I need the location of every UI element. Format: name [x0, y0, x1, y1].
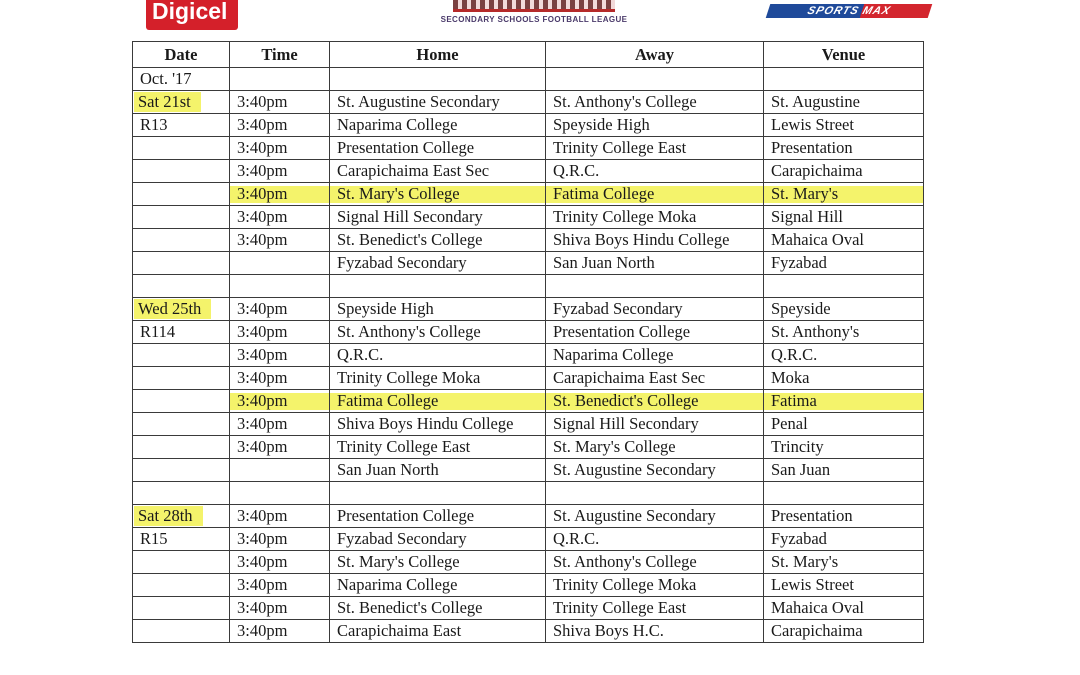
match-time-text: 3:40pm — [237, 391, 288, 410]
home-team — [330, 528, 546, 551]
venue — [764, 367, 924, 390]
match-time — [230, 413, 330, 436]
venue-text: Fyzabad — [771, 253, 827, 272]
fixture-row — [133, 160, 924, 183]
match-time-text: 3:40pm — [237, 506, 288, 525]
venue-text: Presentation — [771, 138, 853, 157]
empty-cell — [133, 206, 230, 229]
match-time — [230, 206, 330, 229]
away-team — [546, 206, 764, 229]
round-date-text: Wed 25th — [134, 299, 211, 319]
away-team-text: Trinity College East — [553, 598, 687, 617]
round-date — [133, 505, 230, 528]
home-team-text: Naparima College — [337, 575, 458, 594]
empty-cell — [133, 620, 230, 643]
league-logo — [425, 0, 643, 26]
match-time-text: 3:40pm — [237, 345, 288, 364]
match-time-text: 3:40pm — [237, 621, 288, 640]
match-time-text: 3:40pm — [237, 184, 288, 203]
home-team — [330, 505, 546, 528]
venue-text: Q.R.C. — [771, 345, 818, 364]
match-time — [230, 114, 330, 137]
away-team — [546, 160, 764, 183]
venue — [764, 206, 924, 229]
home-team-text: San Juan North — [337, 460, 439, 479]
fixture-table-body — [133, 68, 924, 643]
empty-cell — [133, 413, 230, 436]
home-team — [330, 551, 546, 574]
empty-cell — [546, 68, 764, 91]
fixture-row — [133, 620, 924, 643]
home-team — [330, 252, 546, 275]
empty-cell — [133, 597, 230, 620]
empty-cell — [133, 160, 230, 183]
away-team — [546, 436, 764, 459]
round-number-text: R114 — [140, 322, 176, 341]
round-separator-row — [133, 482, 924, 505]
home-team-text: Fatima College — [337, 391, 439, 410]
match-time-text: 3:40pm — [237, 414, 288, 433]
empty-cell — [764, 68, 924, 91]
venue — [764, 620, 924, 643]
empty-cell — [330, 275, 546, 298]
match-time-text: 3:40pm — [237, 138, 288, 157]
home-team — [330, 229, 546, 252]
match-time — [230, 390, 330, 413]
match-time — [230, 252, 330, 275]
away-team — [546, 91, 764, 114]
home-team-text: St. Anthony's College — [337, 322, 481, 341]
home-team-text: Fyzabad Secondary — [337, 253, 467, 272]
home-team-text: Fyzabad Secondary — [337, 529, 467, 548]
venue — [764, 413, 924, 436]
away-team — [546, 137, 764, 160]
away-team-text: Fatima College — [553, 184, 655, 203]
empty-cell — [764, 275, 924, 298]
home-team-text: Signal Hill Secondary — [337, 207, 483, 226]
away-team — [546, 229, 764, 252]
venue — [764, 551, 924, 574]
round-number-text: R15 — [140, 529, 168, 548]
empty-cell — [133, 367, 230, 390]
home-team-text: St. Benedict's College — [337, 598, 483, 617]
away-team-text: St. Anthony's College — [553, 552, 697, 571]
home-team — [330, 298, 546, 321]
home-team — [330, 344, 546, 367]
home-team — [330, 137, 546, 160]
fixture-row — [133, 551, 924, 574]
fixture-row — [133, 206, 924, 229]
month-row — [133, 68, 924, 91]
match-time-text: 3:40pm — [237, 115, 288, 134]
league-logo-text: SECONDARY SCHOOLS FOOTBALL LEAGUE — [440, 15, 628, 24]
empty-cell — [546, 275, 764, 298]
venue — [764, 160, 924, 183]
column-header-time: Time — [230, 42, 330, 68]
venue-text: Fatima — [771, 391, 817, 410]
away-team-text: Presentation College — [553, 322, 691, 341]
match-time — [230, 183, 330, 206]
round-number — [133, 114, 230, 137]
fixture-row — [133, 436, 924, 459]
venue-text: St. Mary's — [771, 552, 839, 571]
match-time — [230, 436, 330, 459]
away-team — [546, 505, 764, 528]
away-team — [546, 597, 764, 620]
home-team-text: Q.R.C. — [337, 345, 384, 364]
away-team — [546, 574, 764, 597]
venue-text: Carapichaima — [771, 621, 863, 640]
venue-text: Mahaica Oval — [771, 598, 864, 617]
home-team-text: St. Benedict's College — [337, 230, 483, 249]
empty-cell — [546, 482, 764, 505]
table-header-row — [133, 42, 924, 68]
venue-text: Lewis Street — [771, 575, 854, 594]
venue-text: Carapichaima — [771, 161, 863, 180]
away-team-text: Carapichaima East Sec — [553, 368, 706, 387]
fixture-row — [133, 114, 924, 137]
away-team-text: St. Anthony's College — [553, 92, 697, 111]
home-team — [330, 390, 546, 413]
away-team — [546, 413, 764, 436]
column-header-venue: Venue — [764, 42, 924, 68]
home-team-text: Shiva Boys Hindu College — [337, 414, 514, 433]
empty-cell — [133, 275, 230, 298]
home-team-text: St. Mary's College — [337, 552, 460, 571]
away-team-text: Naparima College — [553, 345, 674, 364]
fixture-row — [133, 459, 924, 482]
venue — [764, 183, 924, 206]
away-team-text: San Juan North — [553, 253, 655, 272]
match-time — [230, 160, 330, 183]
empty-cell — [133, 574, 230, 597]
home-team — [330, 367, 546, 390]
fixture-row — [133, 229, 924, 252]
home-team-text: Trinity College East — [337, 437, 471, 456]
match-time-text: 3:40pm — [237, 575, 288, 594]
empty-cell — [230, 482, 330, 505]
home-team — [330, 574, 546, 597]
home-team — [330, 459, 546, 482]
away-team-text: Q.R.C. — [553, 529, 600, 548]
venue-text: St. Augustine — [771, 92, 860, 111]
match-time-text: 3:40pm — [237, 161, 288, 180]
venue — [764, 298, 924, 321]
venue-text: St. Anthony's — [771, 322, 860, 341]
away-team — [546, 252, 764, 275]
match-time-text: 3:40pm — [237, 230, 288, 249]
fixture-row — [133, 574, 924, 597]
venue — [764, 252, 924, 275]
month-label: Oct. '17 — [133, 68, 230, 91]
away-team-text: Fyzabad Secondary — [553, 299, 683, 318]
match-time-text: 3:40pm — [237, 322, 288, 341]
home-team — [330, 91, 546, 114]
venue-text: Mahaica Oval — [771, 230, 864, 249]
match-time — [230, 551, 330, 574]
match-time-text: 3:40pm — [237, 437, 288, 456]
venue-text: San Juan — [771, 460, 831, 479]
fixture-row — [133, 390, 924, 413]
away-team — [546, 114, 764, 137]
venue-text: Lewis Street — [771, 115, 854, 134]
venue — [764, 390, 924, 413]
fixture-row — [133, 183, 924, 206]
home-team-text: Carapichaima East — [337, 621, 462, 640]
match-time — [230, 459, 330, 482]
home-team — [330, 183, 546, 206]
away-team — [546, 321, 764, 344]
away-team-text: Shiva Boys Hindu College — [553, 230, 730, 249]
empty-cell — [133, 551, 230, 574]
home-team-text: Speyside High — [337, 299, 434, 318]
venue — [764, 321, 924, 344]
fixture-row — [133, 344, 924, 367]
empty-cell — [133, 436, 230, 459]
home-team-text: Presentation College — [337, 138, 475, 157]
away-team-text: St. Benedict's College — [553, 391, 699, 410]
match-time-text: 3:40pm — [237, 299, 288, 318]
match-time — [230, 597, 330, 620]
home-team — [330, 114, 546, 137]
match-time — [230, 298, 330, 321]
venue — [764, 528, 924, 551]
home-team-text: St. Mary's College — [337, 184, 460, 203]
venue — [764, 505, 924, 528]
round-date-text: Sat 28th — [134, 506, 203, 526]
venue — [764, 91, 924, 114]
venue — [764, 344, 924, 367]
match-time-text: 3:40pm — [237, 368, 288, 387]
venue — [764, 574, 924, 597]
away-team — [546, 551, 764, 574]
empty-cell — [133, 482, 230, 505]
away-team-text: Trinity College Moka — [553, 207, 697, 226]
home-team-text: Trinity College Moka — [337, 368, 481, 387]
fixture-table — [132, 41, 924, 643]
venue — [764, 229, 924, 252]
home-team-text: Carapichaima East Sec — [337, 161, 490, 180]
away-team-text: Shiva Boys H.C. — [553, 621, 664, 640]
away-team — [546, 183, 764, 206]
round-date — [133, 91, 230, 114]
venue-text: Signal Hill — [771, 207, 843, 226]
match-time — [230, 344, 330, 367]
venue-text: Penal — [771, 414, 808, 433]
away-team-text: Q.R.C. — [553, 161, 600, 180]
digicel-logo: Digicel — [146, 0, 238, 30]
round-number — [133, 528, 230, 551]
venue — [764, 597, 924, 620]
empty-cell — [230, 68, 330, 91]
match-time — [230, 574, 330, 597]
venue-text: Speyside — [771, 299, 831, 318]
venue — [764, 459, 924, 482]
column-header-away: Away — [546, 42, 764, 68]
match-time — [230, 528, 330, 551]
round-date — [133, 298, 230, 321]
match-time-text: 3:40pm — [237, 529, 288, 548]
match-time — [230, 229, 330, 252]
away-team — [546, 298, 764, 321]
fixture-row — [133, 91, 924, 114]
away-team-text: Speyside High — [553, 115, 650, 134]
empty-cell — [764, 482, 924, 505]
venue-text: Presentation — [771, 506, 853, 525]
home-team — [330, 597, 546, 620]
empty-cell — [330, 482, 546, 505]
fixture-row — [133, 597, 924, 620]
away-team-text: St. Augustine Secondary — [553, 506, 716, 525]
away-team-text: Signal Hill Secondary — [553, 414, 699, 433]
venue-text: St. Mary's — [771, 184, 839, 203]
empty-cell — [133, 137, 230, 160]
match-time — [230, 367, 330, 390]
home-team — [330, 436, 546, 459]
match-time-text: 3:40pm — [237, 92, 288, 111]
home-team-text: Presentation College — [337, 506, 475, 525]
column-header-date: Date — [133, 42, 230, 68]
match-time-text: 3:40pm — [237, 207, 288, 226]
empty-cell — [133, 183, 230, 206]
fixture-row — [133, 367, 924, 390]
home-team-text: Naparima College — [337, 115, 458, 134]
empty-cell — [133, 229, 230, 252]
round-date-text: Sat 21st — [134, 92, 201, 112]
venue — [764, 114, 924, 137]
match-time — [230, 505, 330, 528]
venue-text: Moka — [771, 368, 810, 387]
fixture-row — [133, 298, 924, 321]
round-number-text: R13 — [140, 115, 168, 134]
empty-cell — [133, 252, 230, 275]
empty-cell — [330, 68, 546, 91]
empty-cell — [133, 344, 230, 367]
sportsmax-logo: SPORTS MAX — [766, 4, 933, 18]
fixture-row — [133, 321, 924, 344]
away-team-text: St. Mary's College — [553, 437, 676, 456]
empty-cell — [133, 459, 230, 482]
home-team — [330, 206, 546, 229]
away-team-text: Trinity College Moka — [553, 575, 697, 594]
away-team — [546, 367, 764, 390]
empty-cell — [133, 390, 230, 413]
match-time-text: 3:40pm — [237, 552, 288, 571]
away-team — [546, 459, 764, 482]
empty-cell — [230, 275, 330, 298]
column-header-home: Home — [330, 42, 546, 68]
home-team — [330, 620, 546, 643]
home-team — [330, 413, 546, 436]
fixture-row — [133, 252, 924, 275]
venue — [764, 436, 924, 459]
sponsor-logo-bar — [0, 0, 1080, 36]
match-time — [230, 321, 330, 344]
fixture-row — [133, 413, 924, 436]
away-team-text: St. Augustine Secondary — [553, 460, 716, 479]
away-team — [546, 390, 764, 413]
home-team — [330, 160, 546, 183]
venue — [764, 137, 924, 160]
away-team — [546, 620, 764, 643]
home-team — [330, 321, 546, 344]
away-team — [546, 528, 764, 551]
venue-text: Fyzabad — [771, 529, 827, 548]
round-separator-row — [133, 275, 924, 298]
venue-text: Trincity — [771, 437, 824, 456]
fixture-row — [133, 137, 924, 160]
home-team-text: St. Augustine Secondary — [337, 92, 500, 111]
league-crest-graphic — [453, 0, 615, 12]
away-team — [546, 344, 764, 367]
match-time — [230, 137, 330, 160]
round-number — [133, 321, 230, 344]
match-time-text: 3:40pm — [237, 598, 288, 617]
match-time — [230, 620, 330, 643]
fixture-row — [133, 528, 924, 551]
away-team-text: Trinity College East — [553, 138, 687, 157]
match-time — [230, 91, 330, 114]
fixture-row — [133, 505, 924, 528]
